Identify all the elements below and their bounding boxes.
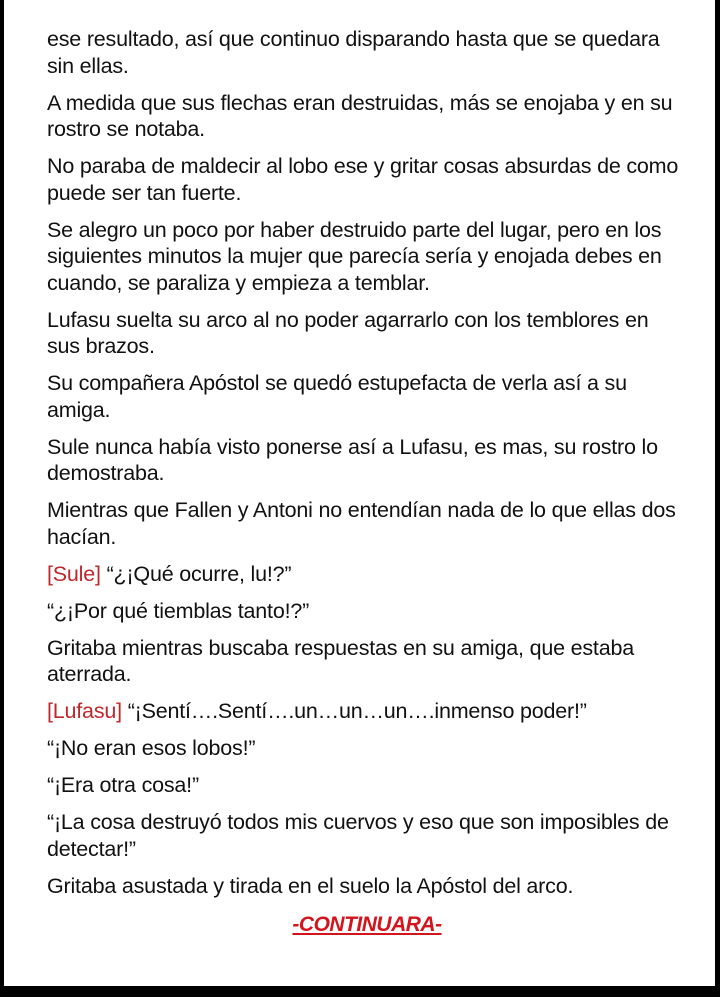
paragraph-text: ese resultado, así que continuo disparando hasta que se quedara sin ellas. xyxy=(47,27,660,78)
paragraph-text: “¡La cosa destruyó todos mis cuervos y eso que son imposibles de detectar!” xyxy=(47,810,669,861)
story-text xyxy=(47,26,687,937)
paragraph-text: Mientras que Fallen y Antoni no entendían nada de lo que ellas dos hacían. xyxy=(47,498,676,549)
paragraph xyxy=(47,370,687,423)
paragraph xyxy=(47,153,687,206)
paragraph-text: Gritaba mientras buscaba respuestas en su amiga, que estaba aterrada. xyxy=(47,635,634,686)
speaker-tag: [Lufasu] xyxy=(47,699,122,723)
paragraph-text: “¡Era otra cosa!” xyxy=(47,773,199,797)
paragraph xyxy=(47,497,687,550)
paragraph-text: “¡Sentí….Sentí….un…un…un….inmenso poder!” xyxy=(127,699,587,723)
paragraph-text: Lufasu suelta su arco al no poder agarrarlo con los temblores en sus brazos. xyxy=(47,307,649,358)
paragraph-text: Sule nunca había visto ponerse así a Lufasu, es mas, su rostro lo demostraba. xyxy=(47,434,658,485)
paragraph xyxy=(47,809,687,862)
dialogue-sule xyxy=(47,561,687,588)
paragraph-text: “¿¡Por qué tiemblas tanto!?” xyxy=(47,598,310,623)
document-page xyxy=(4,0,715,986)
dialogue-lufasu xyxy=(47,698,687,725)
paragraph-text: Su compañera Apóstol se quedó estupefacta de verla así a su amiga. xyxy=(47,371,627,422)
paragraph-text: “¡No eran esos lobos!” xyxy=(47,736,256,760)
paragraph-text: “¿¡Qué ocurre, lu!?” xyxy=(106,561,292,586)
paragraph xyxy=(47,307,687,360)
paragraph xyxy=(47,873,687,900)
paragraph-text: Gritaba asustada y tirada en el suelo la Apóstol del arco. xyxy=(47,873,574,898)
paragraph xyxy=(47,735,687,762)
paragraph xyxy=(47,598,687,625)
paragraph-text: A medida que sus flechas eran destruidas, más se enojaba y en su rostro se notaba. xyxy=(47,90,673,141)
paragraph-text: No paraba de maldecir al lobo ese y gritar cosas absurdas de como puede ser tan fuerte. xyxy=(47,154,679,205)
paragraph xyxy=(47,434,687,487)
paragraph xyxy=(47,635,687,688)
paragraph-text: Se alegro un poco por haber destruido parte del lugar, pero en los siguientes minutos la mujer que parecía sería y enojada debes en cuando, se paraliza y empieza a temblar. xyxy=(47,217,662,295)
speaker-tag: [Sule] xyxy=(47,561,101,586)
paragraph xyxy=(47,90,687,143)
paragraph xyxy=(47,26,687,79)
paragraph xyxy=(47,772,687,799)
continuara-label: -CONTINUARA- xyxy=(292,913,442,936)
paragraph xyxy=(47,217,687,297)
